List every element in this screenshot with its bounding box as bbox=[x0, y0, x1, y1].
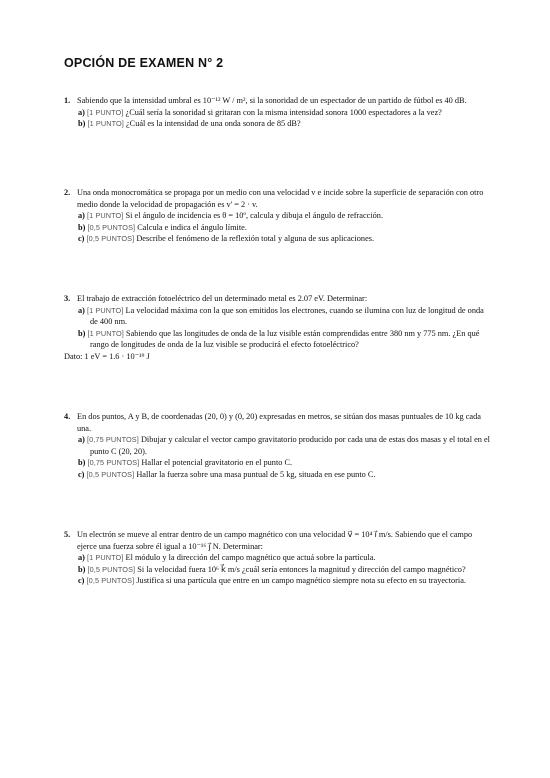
question-part: b) [1 PUNTO] Sabiendo que las longitudes de onda de la luz visible están comprendidas entre 380 nm y 775 nm. ¿En qué rango de longitudes de onda de la luz visible se producirá el efecto fotoeléctrico? bbox=[78, 328, 480, 349]
points-badge: [0,75 PUNTOS] bbox=[87, 458, 140, 467]
question-5 bbox=[64, 529, 490, 587]
points-badge: [1 PUNTO] bbox=[87, 211, 124, 220]
question-stem: Sabiendo que la intensidad umbral es 10⁻¹² W / m², si la sonoridad de un espectador de un partido de fútbol es 40 dB. bbox=[77, 96, 467, 105]
question-stem: El trabajo de extracción fotoeléctrico del un determinado metal es 2.07 eV. Determinar: bbox=[77, 294, 368, 303]
question-number: 1. bbox=[64, 96, 71, 105]
question-part: b) [0,5 PUNTOS] Si la velocidad fuera 10⁶ k⃗ m/s ¿cuál sería entonces la magnitud y dirección del campo magnético? bbox=[78, 564, 466, 574]
question-4 bbox=[64, 411, 490, 480]
points-badge: [0,5 PUNTOS] bbox=[87, 564, 136, 574]
question-part: c) [0,5 PUNTOS] Describe el fenómeno de la reflexión total y alguna de sus aplicaciones. bbox=[78, 234, 375, 243]
points-badge: [1 PUNTO] bbox=[87, 119, 124, 128]
question-2 bbox=[64, 187, 490, 245]
points-badge: [1 PUNTO] bbox=[87, 107, 124, 117]
question-part: b) [1 PUNTO] ¿Cuál es la intensidad de una onda sonora de 85 dB? bbox=[78, 119, 301, 128]
question-number: 4. bbox=[64, 412, 71, 421]
question-part: a) [1 PUNTO] La velocidad máxima con la que son emitidos los electrones, cuando se ilumina con luz de longitud de onda de 400 nm. bbox=[78, 305, 484, 326]
question-number: 2. bbox=[64, 188, 71, 197]
question-1 bbox=[64, 95, 490, 130]
exam-title: OPCIÓN DE EXAMEN N° 2 bbox=[64, 56, 224, 70]
question-part: c) [0,5 PUNTOS] Justifica si una partícula que entre en un campo magnético siempre nota su efecto en su trayectoria. bbox=[78, 576, 466, 585]
points-badge: [0,5 PUNTOS] bbox=[87, 222, 136, 232]
points-badge: [0,75 PUNTOS] bbox=[87, 435, 139, 444]
question-part: b) [0,75 PUNTOS] Hallar el potencial gravitatorio en el punto C. bbox=[78, 458, 293, 467]
question-part: a) [1 PUNTO] Si el ángulo de incidencia es θ = 10º, calcula y dibuja el ángulo de refracción. bbox=[78, 211, 384, 220]
question-stem: Una onda monocromática se propaga por un medio con una velocidad v e incide sobre la superficie de separación con otro medio donde la velocidad de propagación es v' = 2 · v. bbox=[77, 188, 484, 209]
question-3 bbox=[64, 293, 490, 362]
points-badge: [1 PUNTO] bbox=[87, 305, 124, 315]
question-part: a) [0,75 PUNTOS] Dibujar y calcular el vector campo gravitatorio producido por cada una de estas dos masas y el total en el punto C (20, 20). bbox=[78, 435, 490, 456]
question-part: c) [0,5 PUNTOS] Hallar la fuerza sobre una masa puntual de 5 kg, situada en ese punto C. bbox=[78, 469, 376, 479]
question-stem: En dos puntos, A y B, de coordenadas (20, 0) y (0, 20) expresadas en metros, se sitúan dos masas puntuales de 10 kg cada una. bbox=[77, 412, 481, 433]
question-part: b) [0,5 PUNTOS] Calcula e indica el ángulo límite. bbox=[78, 222, 247, 232]
question-stem: Un electrón se mueve al entrar dentro de un campo magnético con una velocidad v⃗ = 10⁴ i⃗ m/s. Sabiendo que el campo ejerce una fuerza sobre él igual a 10⁻¹⁶ j⃗ N. Determinar: bbox=[77, 530, 473, 551]
question-part: a) [1 PUNTO] ¿Cuál sería la sonoridad si gritaran con la misma intensidad sonora 1000 espectadores a la vez? bbox=[78, 107, 442, 117]
points-badge: [0,5 PUNTOS] bbox=[86, 234, 135, 243]
question-number: 3. bbox=[64, 294, 71, 303]
question-part: a) [1 PUNTO] El módulo y la dirección del campo magnético que actuá sobre la partícula. bbox=[78, 553, 376, 562]
points-badge: [0,5 PUNTOS] bbox=[86, 469, 135, 479]
points-badge: [0,5 PUNTOS] bbox=[86, 576, 135, 585]
points-badge: [1 PUNTO] bbox=[87, 553, 124, 562]
question-number: 5. bbox=[64, 530, 71, 539]
points-badge: [1 PUNTO] bbox=[87, 328, 124, 338]
data-note: Dato: 1 eV = 1.6 · 10⁻¹⁹ J bbox=[64, 351, 150, 361]
